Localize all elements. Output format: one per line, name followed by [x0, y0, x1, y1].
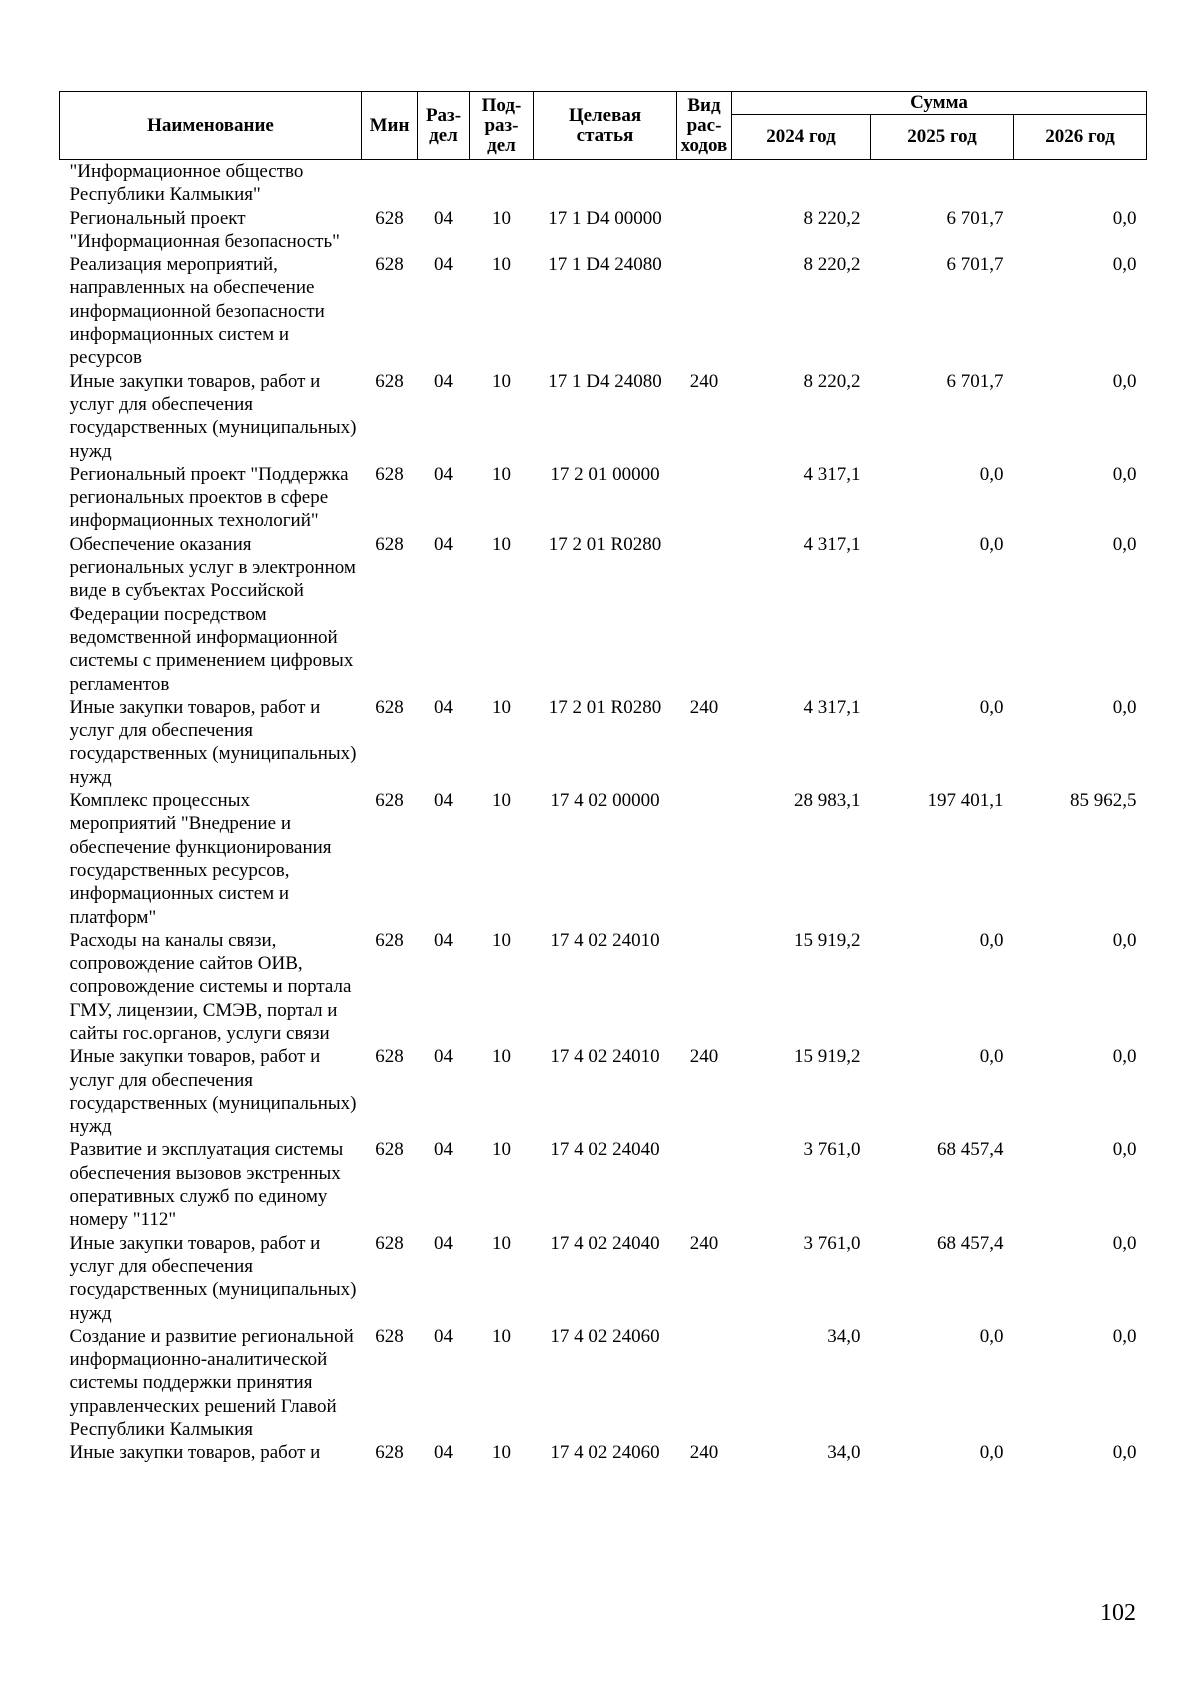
table-body [60, 160, 1147, 1465]
cell-2026: 0,0 [1112, 929, 1137, 951]
cell-2024: 34,0 [827, 1325, 861, 1347]
cell-razdel: 04 [434, 254, 453, 276]
cell-2026: 85 962,5 [1070, 790, 1137, 812]
cell-celevaya: 17 2 01 R0280 [548, 696, 662, 718]
cell-vid [677, 533, 732, 696]
table-row [60, 929, 1147, 1045]
cell-2026: 0,0 [1112, 370, 1137, 392]
page-number: 102 [1100, 1600, 1136, 1626]
cell-2025: 6 701,7 [946, 370, 1004, 392]
cell-2025: 0,0 [979, 1046, 1004, 1068]
cell-podrazdel: 10 [492, 1139, 511, 1161]
table-row [60, 1232, 1147, 1325]
cell-podrazdel: 10 [492, 1046, 511, 1068]
cell-name: Иные закупки товаров, работ и услуг для обеспечения государственных (муниципальных) нужд [69, 1232, 357, 1324]
table-row [60, 207, 1147, 254]
table-row [60, 1441, 1147, 1464]
cell-min: 628 [375, 790, 404, 812]
cell-vid [677, 160, 732, 207]
table-row [60, 370, 1147, 463]
cell-podrazdel: 10 [492, 1232, 511, 1254]
cell-celevaya: 17 2 01 R0280 [548, 533, 662, 555]
cell-2024: 8 220,2 [803, 254, 861, 276]
cell-celevaya: 17 4 02 24040 [550, 1232, 660, 1254]
cell-podrazdel: 10 [492, 929, 511, 951]
cell-razdel: 04 [434, 1232, 453, 1254]
cell-podrazdel: 10 [492, 254, 511, 276]
cell-2025: 68 457,4 [937, 1232, 1004, 1254]
cell-2025: 0,0 [979, 463, 1004, 485]
header-2024: 2024 год [732, 115, 871, 160]
cell-podrazdel: 10 [492, 463, 511, 485]
cell-2024: 15 919,2 [794, 929, 861, 951]
cell-podrazdel: 10 [492, 1442, 511, 1464]
cell-name: Развитие и эксплуатация системы обеспечения вызовов экстренных оперативных служб по единому номеру "112" [69, 1139, 344, 1231]
cell-name: Региональный проект "Поддержка региональных проектов в сфере информационных технологий" [69, 463, 349, 532]
cell-2024: 4 317,1 [803, 696, 861, 718]
cell-2024: 3 761,0 [803, 1232, 861, 1254]
cell-razdel: 04 [434, 696, 453, 718]
cell-min: 628 [375, 1046, 404, 1068]
cell-podrazdel: 10 [492, 1325, 511, 1347]
document-page [59, 91, 1146, 1465]
cell-2026: 0,0 [1112, 1232, 1137, 1254]
table-row [60, 696, 1147, 789]
budget-table [59, 91, 1147, 1465]
cell-razdel: 04 [434, 370, 453, 392]
table-row [60, 1325, 1147, 1441]
header-vid: Вид рас- ходов [677, 92, 732, 160]
cell-2024: 4 317,1 [803, 463, 861, 485]
cell-vid: 240 [689, 1232, 719, 1254]
cell-vid: 240 [689, 1442, 719, 1464]
cell-2025: 6 701,7 [946, 254, 1004, 276]
cell-min: 628 [375, 696, 404, 718]
cell-2024: 34,0 [827, 1442, 861, 1464]
table-row [60, 1138, 1147, 1231]
cell-podrazdel: 10 [492, 790, 511, 812]
cell-2026: 0,0 [1112, 696, 1137, 718]
cell-2026: 0,0 [1112, 207, 1137, 229]
cell-razdel: 04 [434, 1139, 453, 1161]
cell-min: 628 [375, 1139, 404, 1161]
cell-podrazdel [470, 160, 534, 207]
cell-2025 [871, 160, 1014, 207]
cell-razdel: 04 [434, 1325, 453, 1347]
table-row [60, 463, 1147, 533]
cell-vid [677, 789, 732, 929]
cell-name: Иные закупки товаров, работ и услуг для обеспечения государственных (муниципальных) нужд [69, 370, 357, 462]
cell-celevaya: 17 4 02 24060 [550, 1325, 660, 1347]
cell-name: Комплекс процессных мероприятий "Внедрение и обеспечение функционирования государственных ресурсов, информационных систем и платформ" [69, 790, 332, 928]
cell-razdel: 04 [434, 790, 453, 812]
cell-2024: 4 317,1 [803, 533, 861, 555]
cell-vid: 240 [689, 696, 719, 718]
cell-vid: 240 [689, 370, 719, 392]
cell-razdel: 04 [434, 463, 453, 485]
cell-vid [677, 1325, 732, 1441]
cell-name: Региональный проект "Информационная безопасность" [69, 207, 340, 252]
cell-podrazdel: 10 [492, 696, 511, 718]
cell-vid [677, 253, 732, 369]
header-name: Наименование [60, 92, 362, 160]
cell-2024: 3 761,0 [803, 1139, 861, 1161]
cell-vid: 240 [689, 1046, 719, 1068]
cell-min [362, 160, 418, 207]
header-celevaya: Целевая статья [534, 92, 677, 160]
table-row [60, 533, 1147, 696]
cell-name: Иные закупки товаров, работ и [69, 1442, 321, 1464]
cell-razdel: 04 [434, 1442, 453, 1464]
cell-name: Иные закупки товаров, работ и услуг для обеспечения государственных (муниципальных) нужд [69, 696, 357, 788]
cell-2024: 8 220,2 [803, 207, 861, 229]
header-2026: 2026 год [1014, 115, 1147, 160]
cell-2024: 28 983,1 [794, 790, 861, 812]
cell-min: 628 [375, 1232, 404, 1254]
cell-vid [677, 929, 732, 1045]
cell-podrazdel: 10 [492, 533, 511, 555]
cell-2025: 197 401,1 [927, 790, 1004, 812]
cell-name: Создание и развитие региональной информационно-аналитической системы поддержки принятия управленческих решений Главой Республики Калмыкия [69, 1325, 354, 1441]
cell-celevaya: 17 1 D4 24080 [548, 370, 662, 392]
table-row [60, 789, 1147, 929]
cell-podrazdel: 10 [492, 370, 511, 392]
cell-razdel: 04 [434, 929, 453, 951]
table-row [60, 160, 1147, 207]
table-header [60, 92, 1147, 160]
cell-celevaya: 17 1 D4 24080 [548, 254, 662, 276]
cell-2025: 68 457,4 [937, 1139, 1004, 1161]
cell-min: 628 [375, 463, 404, 485]
cell-2024: 15 919,2 [794, 1046, 861, 1068]
table-row [60, 253, 1147, 369]
table-row [60, 1045, 1147, 1138]
header-razdel: Раз- дел [418, 92, 470, 160]
cell-min: 628 [375, 929, 404, 951]
cell-2025: 0,0 [979, 929, 1004, 951]
cell-vid [677, 207, 732, 254]
cell-2026: 0,0 [1112, 463, 1137, 485]
cell-2025: 0,0 [979, 696, 1004, 718]
header-min: Мин [362, 92, 418, 160]
cell-2025: 6 701,7 [946, 207, 1004, 229]
cell-2024 [732, 160, 871, 207]
cell-name: Расходы на каналы связи, сопровождение сайтов ОИВ, сопровождение системы и портала ГМУ, лицензии, СМЭВ, портал и сайты гос.органов, услуги связи [69, 929, 352, 1044]
cell-razdel [418, 160, 470, 207]
cell-podrazdel: 10 [492, 207, 511, 229]
cell-min: 628 [375, 1442, 404, 1464]
cell-min: 628 [375, 1325, 404, 1347]
cell-min: 628 [375, 533, 404, 555]
cell-name: Реализация мероприятий, направленных на обеспечение информационной безопасности информационных систем и ресурсов [69, 254, 325, 369]
header-podrazdel: Под- раз- дел [470, 92, 534, 160]
cell-2026 [1014, 160, 1147, 207]
cell-vid [677, 1138, 732, 1231]
cell-min: 628 [375, 207, 404, 229]
cell-celevaya: 17 4 02 24010 [550, 929, 660, 951]
cell-razdel: 04 [434, 207, 453, 229]
cell-name: "Информационное общество Республики Калмыкия" [69, 161, 304, 206]
cell-celevaya: 17 1 D4 00000 [548, 207, 662, 229]
cell-celevaya: 17 4 02 24010 [550, 1046, 660, 1068]
cell-2026: 0,0 [1112, 533, 1137, 555]
cell-razdel: 04 [434, 1046, 453, 1068]
cell-2025: 0,0 [979, 1442, 1004, 1464]
cell-celevaya: 17 2 01 00000 [550, 463, 660, 485]
cell-celevaya [534, 160, 677, 207]
cell-celevaya: 17 4 02 24040 [550, 1139, 660, 1161]
cell-2025: 0,0 [979, 533, 1004, 555]
cell-name: Иные закупки товаров, работ и услуг для обеспечения государственных (муниципальных) нужд [69, 1046, 357, 1138]
cell-2025: 0,0 [979, 1325, 1004, 1347]
header-2025: 2025 год [871, 115, 1014, 160]
cell-celevaya: 17 4 02 24060 [550, 1442, 660, 1464]
cell-2024: 8 220,2 [803, 370, 861, 392]
cell-vid [677, 463, 732, 533]
cell-min: 628 [375, 254, 404, 276]
header-summa: Сумма [732, 92, 1147, 115]
cell-name: Обеспечение оказания региональных услуг в электронном виде в субъектах Российской Федерации посредством ведомственной информационной системы с применением цифровых регламентов [69, 533, 356, 695]
cell-2026: 0,0 [1112, 1046, 1137, 1068]
cell-razdel: 04 [434, 533, 453, 555]
cell-2026: 0,0 [1112, 1325, 1137, 1347]
cell-celevaya: 17 4 02 00000 [550, 790, 660, 812]
cell-2026: 0,0 [1112, 1442, 1137, 1464]
cell-2026: 0,0 [1112, 1139, 1137, 1161]
cell-2026: 0,0 [1112, 254, 1137, 276]
cell-min: 628 [375, 370, 404, 392]
